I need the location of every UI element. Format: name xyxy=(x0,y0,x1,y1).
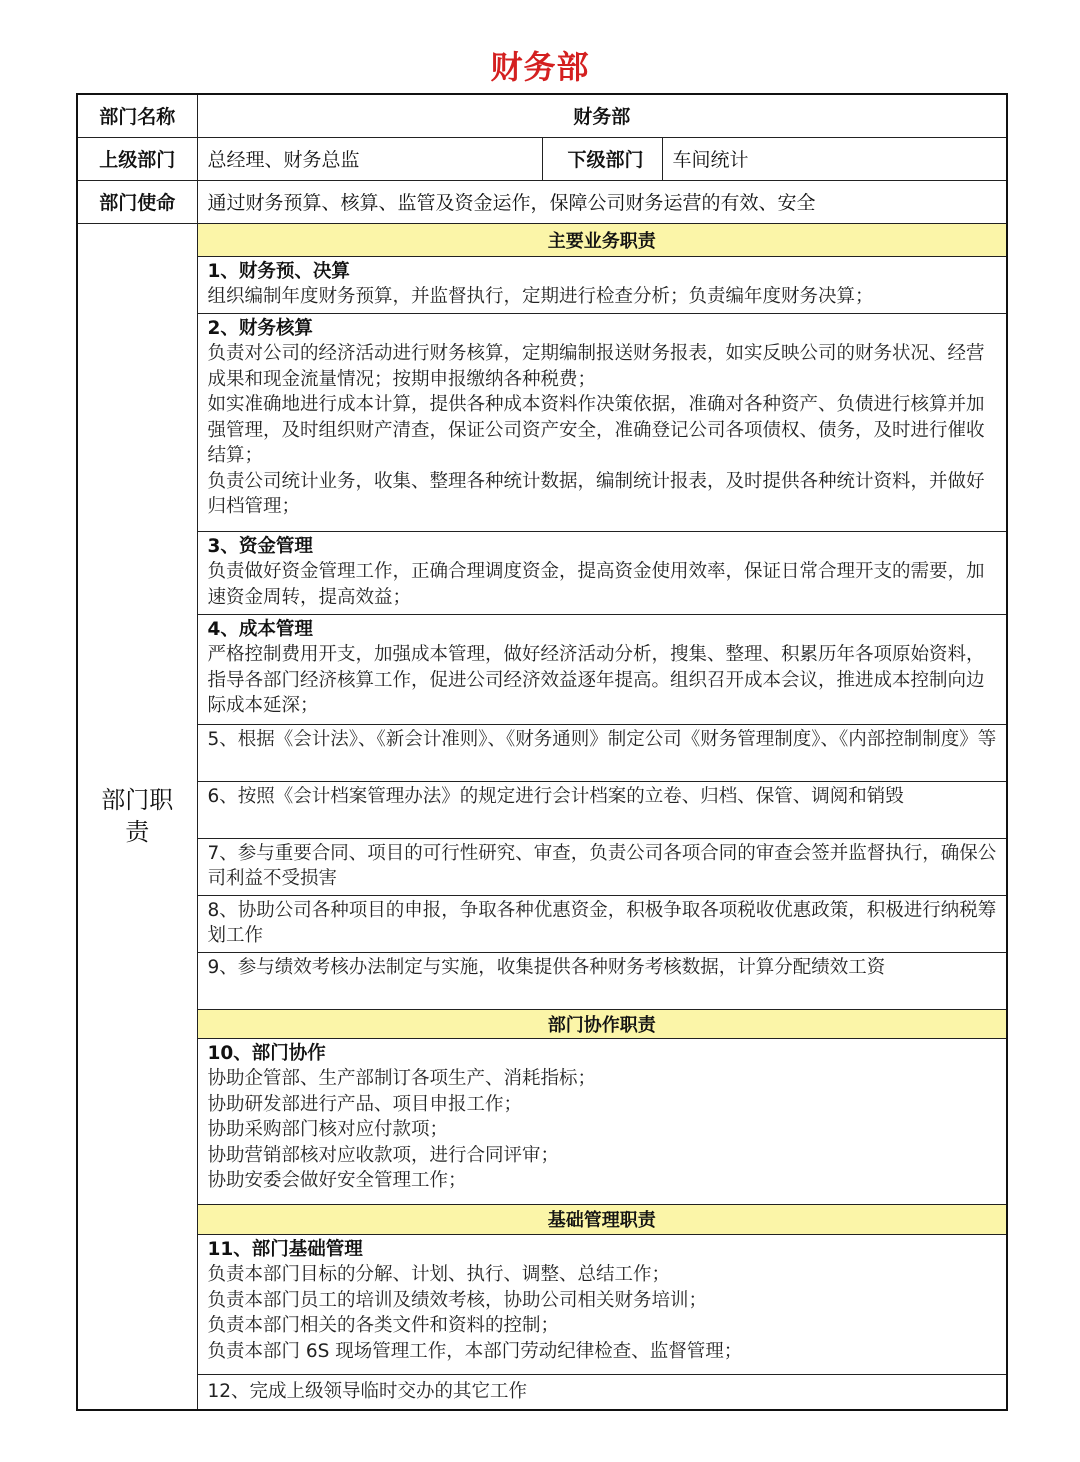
item-12: 12、完成上级领导临时交办的其它工作 xyxy=(197,1374,1007,1410)
item-10-line-2: 协助研发部进行产品、项目申报工作； xyxy=(207,1093,523,1115)
dept-name-value: 财务部 xyxy=(197,94,1007,137)
item-1-head: 1、财务预、决算 xyxy=(207,260,350,282)
item-2-head: 2、财务核算 xyxy=(207,317,313,339)
page-title: 财务部 xyxy=(490,48,590,86)
item-7: 7、参与重要合同、项目的可行性研究、审查，负责公司各项合同的审查会签并监督执行，确保公司利益不受损害 xyxy=(197,838,1007,895)
item-2-line-1: 负责对公司的经济活动进行财务核算，定期编制报送财务报表，如实反映公司的财务状况、经营成果和现金流量情况；按期申报缴纳各种税费； xyxy=(207,343,985,390)
row-main-section xyxy=(77,223,1007,256)
item-4-line: 严格控制费用开支，加强成本管理，做好经济活动分析，搜集、整理、积累历年各项原始资料，指导各部门经济核算工作，促进公司经济效益逐年提高。组织召开成本会议，推进成本控制向边际成本延深； xyxy=(207,644,985,716)
mission-value: 通过财务预算、核算、监管及资金运作，保障公司财务运营的有效、安全 xyxy=(197,180,1007,223)
row-mission xyxy=(77,180,1007,223)
item-8: 8、协助公司各种项目的申报，争取各种优惠资金，积极争取各项税收优惠政策，积极进行纳税筹划工作 xyxy=(197,895,1007,952)
item-11-line-4: 负责本部门 6S 现场管理工作，本部门劳动纪律检查、监督管理； xyxy=(207,1340,743,1362)
item-6: 6、按照《会计档案管理办法》的规定进行会计档案的立卷、归档、保管、调阅和销毁 xyxy=(197,781,1007,838)
item-2-line-2: 如实准确地进行成本计算，提供各种成本资料作决策依据，准确对各种资产、负债进行核算并加强管理，及时组织财产清查，保证公司资产安全，准确登记公司各项债权、债务，及时进行催收结算； xyxy=(207,394,985,466)
duty-item-11 xyxy=(77,1234,1007,1374)
item-11-line-1: 负责本部门目标的分解、计划、执行、调整、总结工作； xyxy=(207,1264,671,1285)
row-basic-section xyxy=(77,1204,1007,1234)
section-cooperation: 部门协作职责 xyxy=(197,1009,1007,1038)
item-9: 9、参与绩效考核办法制定与实施，收集提供各种财务考核数据，计算分配绩效工资 xyxy=(197,952,1007,1009)
superior-value: 总经理、财务总监 xyxy=(197,137,542,180)
item-10-line-3: 协助采购部门核对应付款项； xyxy=(207,1119,449,1140)
duty-item-1 xyxy=(77,256,1007,313)
duty-item-12 xyxy=(77,1374,1007,1410)
duty-item-2 xyxy=(77,313,1007,531)
item-10-line-1: 协助企管部、生产部制订各项生产、消耗指标； xyxy=(207,1068,597,1089)
duty-item-7 xyxy=(77,838,1007,895)
subordinate-value: 车间统计 xyxy=(662,137,1007,180)
row-dept-name xyxy=(77,94,1007,137)
item-11-line-3: 负责本部门相关的各类文件和资料的控制； xyxy=(207,1315,560,1336)
duty-item-10 xyxy=(77,1038,1007,1204)
row-superior xyxy=(77,137,1007,180)
item-11-head: 11、部门基础管理 xyxy=(207,1238,363,1260)
subordinate-label: 下级部门 xyxy=(542,137,662,180)
item-10-line-5: 协助安委会做好安全管理工作； xyxy=(207,1170,467,1191)
mission-label: 部门使命 xyxy=(77,180,197,223)
item-11-line-2: 负责本部门员工的培训及绩效考核，协助公司相关财务培训； xyxy=(207,1289,708,1311)
item-4-head: 4、成本管理 xyxy=(207,618,313,640)
item-1-line: 组织编制年度财务预算，并监督执行，定期进行检查分析；负责编年度财务决算； xyxy=(207,286,874,307)
duty-item-3 xyxy=(77,531,1007,614)
duty-item-5 xyxy=(77,724,1007,781)
dept-name-label: 部门名称 xyxy=(77,94,197,137)
section-main: 主要业务职责 xyxy=(197,223,1007,256)
duty-item-8 xyxy=(77,895,1007,952)
item-3-head: 3、资金管理 xyxy=(207,535,313,557)
item-5: 5、根据《会计法》、《新会计准则》、《财务通则》制定公司《财务管理制度》、《内部控制制度》等 xyxy=(197,724,1007,781)
duty-item-4 xyxy=(77,614,1007,724)
row-cooperation-section xyxy=(77,1009,1007,1038)
item-10-line-4: 协助营销部核对应收款项，进行合同评审； xyxy=(207,1144,560,1166)
section-basic: 基础管理职责 xyxy=(197,1204,1007,1234)
duty-item-9 xyxy=(77,952,1007,1009)
superior-label: 上级部门 xyxy=(77,137,197,180)
duty-label-cell xyxy=(77,223,197,1410)
duty-item-6 xyxy=(77,781,1007,838)
duty-label: 部门职责 xyxy=(101,786,174,847)
item-2-line-3: 负责公司统计业务，收集、整理各种统计数据，编制统计报表，及时提供各种统计资料，并做好归档管理； xyxy=(207,470,985,517)
item-10-head: 10、部门协作 xyxy=(207,1042,326,1064)
department-table xyxy=(76,93,1008,1411)
item-3-line: 负责做好资金管理工作，正确合理调度资金，提高资金使用效率，保证日常合理开支的需要，加速资金周转，提高效益； xyxy=(207,561,985,608)
